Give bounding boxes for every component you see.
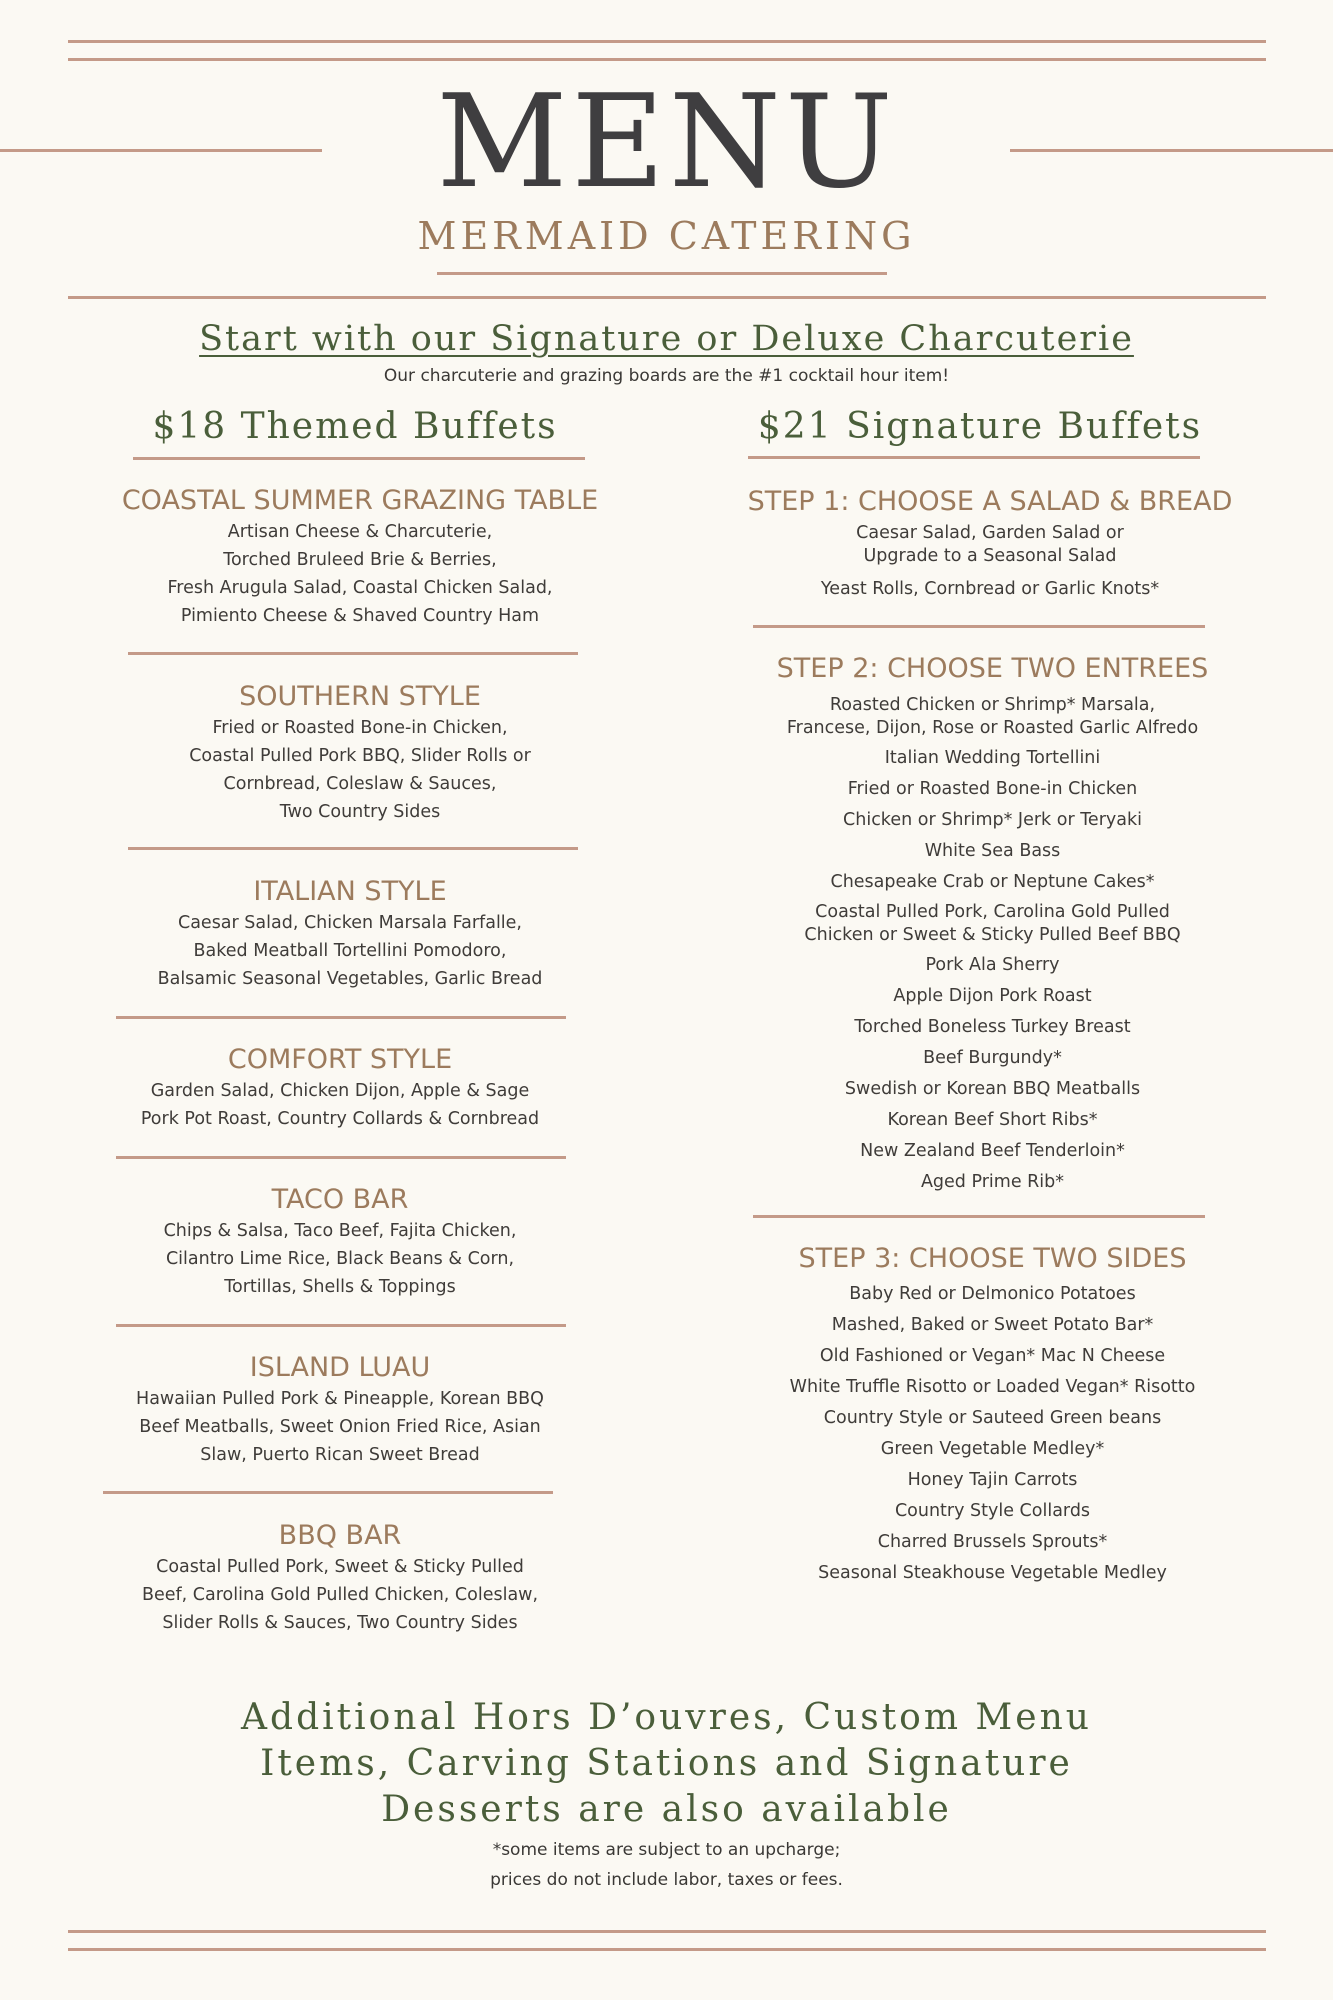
top-rule-2	[68, 58, 1266, 61]
company-name: MERMAID CATERING	[417, 214, 916, 258]
menu-line: Baby Red or Delmonico Potatoes	[849, 1284, 1136, 1304]
section-title: ITALIAN STYLE	[253, 876, 447, 907]
menu-line: Fried or Roasted Bone-in Chicken,	[212, 718, 508, 738]
menu-line: Torched Bruleed Brie & Berries,	[223, 550, 497, 570]
subtitle-underline	[437, 272, 887, 275]
section-title: COASTAL SUMMER GRAZING TABLE	[121, 485, 599, 516]
menu-title: MENU	[436, 68, 897, 217]
menu-line: Honey Tajin Carrots	[907, 1470, 1078, 1490]
menu-line: Mashed, Baked or Sweet Potato Bar*	[831, 1315, 1154, 1335]
section-title: STEP 2: CHOOSE TWO ENTREES	[776, 653, 1209, 684]
menu-section-coastal-summer	[90, 484, 630, 630]
menu-line: Aged Prime Rib*	[920, 1172, 1065, 1192]
menu-line: Beef, Carolina Gold Pulled Chicken, Coleslaw,	[141, 1585, 539, 1605]
menu-line: Swedish or Korean BBQ Meatballs	[844, 1079, 1141, 1099]
section-divider	[753, 625, 1205, 628]
menu-line: Cornbread, Coleslaw & Sauces,	[223, 774, 497, 794]
section-title: BBQ BAR	[278, 1520, 402, 1551]
menu-line: Chicken or Sweet & Sticky Pulled Beef BBQ	[804, 925, 1181, 945]
menu-section-island-luau	[70, 1351, 610, 1469]
heading-line: Additional Hors D’ouvres, Custom Menu	[241, 1697, 1092, 1738]
section-divider	[753, 1215, 1205, 1218]
menu-line: Caesar Salad, Chicken Marsala Farfalle,	[177, 913, 522, 933]
menu-line: Pork Ala Sherry	[925, 955, 1060, 975]
menu-line: Francese, Dijon, Rose or Roasted Garlic Alfredo	[786, 718, 1199, 738]
menu-line: Chesapeake Crab or Neptune Cakes*	[830, 872, 1155, 892]
section-title: STEP 1: CHOOSE A SALAD & BREAD	[747, 486, 1233, 517]
menu-line: Baked Meatball Tortellini Pomodoro,	[193, 941, 507, 961]
menu-line: Upgrade to a Seasonal Salad	[863, 546, 1117, 566]
signature-buffets-title: $21 Signature Buffets	[757, 406, 1203, 447]
menu-line: Chicken or Shrimp* Jerk or Teryaki	[843, 810, 1142, 830]
themed-buffets-title: $18 Themed Buffets	[152, 406, 558, 447]
bottom-rule-2	[68, 1948, 1266, 1951]
menu-line: Green Vegetable Medley*	[880, 1439, 1105, 1459]
menu-section-italian-style	[80, 875, 620, 993]
menu-line: Country Style Collards	[894, 1501, 1091, 1521]
themed-buffets-underline	[133, 457, 585, 460]
menu-line: Chips & Salsa, Taco Beef, Fajita Chicken,	[163, 1221, 517, 1241]
menu-section-taco-bar	[70, 1183, 610, 1301]
section-title: STEP 3: CHOOSE TWO SIDES	[798, 1243, 1187, 1274]
menu-line: Torched Boneless Turkey Breast	[854, 1017, 1131, 1037]
section-title: COMFORT STYLE	[227, 1044, 453, 1075]
menu-section-southern-style	[90, 680, 630, 826]
menu-line: Garden Salad, Chicken Dijon, Apple & Sage	[150, 1081, 530, 1101]
menu-line: Coastal Pulled Pork BBQ, Slider Rolls or	[189, 746, 531, 766]
menu-line: Seasonal Steakhouse Vegetable Medley	[818, 1563, 1167, 1583]
bottom-rule-1	[68, 1930, 1266, 1933]
menu-line: Slaw, Puerto Rican Sweet Bread	[200, 1445, 480, 1465]
menu-line: Caesar Salad, Garden Salad or	[856, 523, 1124, 543]
signature-buffets-underline	[748, 456, 1200, 459]
menu-line: Roasted Chicken or Shrimp* Marsala,	[829, 695, 1156, 715]
heading-line: Items, Carving Stations and Signature	[260, 1743, 1073, 1784]
section-title: TACO BAR	[271, 1184, 409, 1215]
menu-line: Coastal Pulled Pork, Sweet & Sticky Pulled	[156, 1557, 524, 1577]
heading-line: Desserts are also available	[381, 1789, 952, 1830]
menu-line: Apple Dijon Pork Roast	[893, 986, 1092, 1006]
menu-line: Hawaiian Pulled Pork & Pineapple, Korean BBQ	[136, 1389, 544, 1409]
section-divider	[116, 1016, 566, 1019]
menu-line: Beef Meatballs, Sweet Onion Fried Rice, Asian	[139, 1417, 541, 1437]
menu-line: Country Style or Sauteed Green beans	[823, 1408, 1162, 1428]
note-line: *some items are subject to an upcharge;	[492, 1840, 841, 1860]
menu-line: White Sea Bass	[924, 841, 1061, 861]
section-divider	[128, 652, 578, 655]
additional-offerings-heading	[0, 1695, 1333, 1833]
menu-line: Italian Wedding Tortellini	[884, 748, 1101, 768]
menu-line: Slider Rolls & Sauces, Two Country Sides	[162, 1613, 518, 1633]
menu-section-bbq-bar	[70, 1519, 610, 1637]
menu-line: Old Fashioned or Vegan* Mac N Cheese	[819, 1346, 1166, 1366]
menu-line: New Zealand Beef Tenderloin*	[860, 1141, 1125, 1161]
menu-line: Charred Brussels Sprouts*	[877, 1532, 1108, 1552]
section-title: ISLAND LUAU	[249, 1352, 431, 1383]
section-divider	[116, 1156, 566, 1159]
menu-line: Yeast Rolls, Cornbread or Garlic Knots*	[820, 579, 1160, 599]
section-divider	[103, 1491, 553, 1494]
section-title: SOUTHERN STYLE	[239, 681, 481, 712]
menu-line: Balsamic Seasonal Vegetables, Garlic Bread	[157, 969, 543, 989]
section-divider	[116, 1324, 566, 1327]
menu-line: Pimiento Cheese & Shaved Country Ham	[180, 606, 540, 626]
menu-section-step-2	[720, 652, 1265, 1198]
charcuterie-subtext: Our charcuterie and grazing boards are the #1 cocktail hour item!	[383, 366, 950, 386]
menu-line: Fresh Arugula Salad, Coastal Chicken Salad,	[167, 578, 553, 598]
section-divider	[128, 847, 578, 850]
top-rule-1	[68, 40, 1266, 43]
menu-line: Tortillas, Shells & Toppings	[224, 1277, 456, 1297]
menu-line: Artisan Cheese & Charcuterie,	[227, 522, 493, 542]
menu-line: Fried or Roasted Bone-in Chicken	[847, 779, 1138, 799]
menu-line: White Truffle Risotto or Loaded Vegan* Risotto	[789, 1377, 1196, 1397]
menu-section-comfort-style	[70, 1043, 610, 1133]
upcharge-note	[0, 1835, 1333, 1895]
menu-line: Cilantro Lime Rice, Black Beans & Corn,	[165, 1249, 515, 1269]
menu-line: Two Country Sides	[279, 802, 441, 822]
header-bottom-rule	[68, 296, 1266, 299]
menu-section-step-1	[720, 485, 1260, 603]
menu-section-step-3	[720, 1242, 1265, 1589]
note-line: prices do not include labor, taxes or fees.	[490, 1870, 843, 1890]
menu-line: Korean Beef Short Ribs*	[887, 1110, 1098, 1130]
menu-line: Pork Pot Roast, Country Collards & Cornbread	[140, 1109, 540, 1129]
menu-line: Beef Burgundy*	[923, 1048, 1062, 1068]
menu-line: Coastal Pulled Pork, Carolina Gold Pulled	[815, 902, 1170, 922]
charcuterie-heading: Start with our Signature or Deluxe Charcuterie	[199, 319, 1134, 359]
